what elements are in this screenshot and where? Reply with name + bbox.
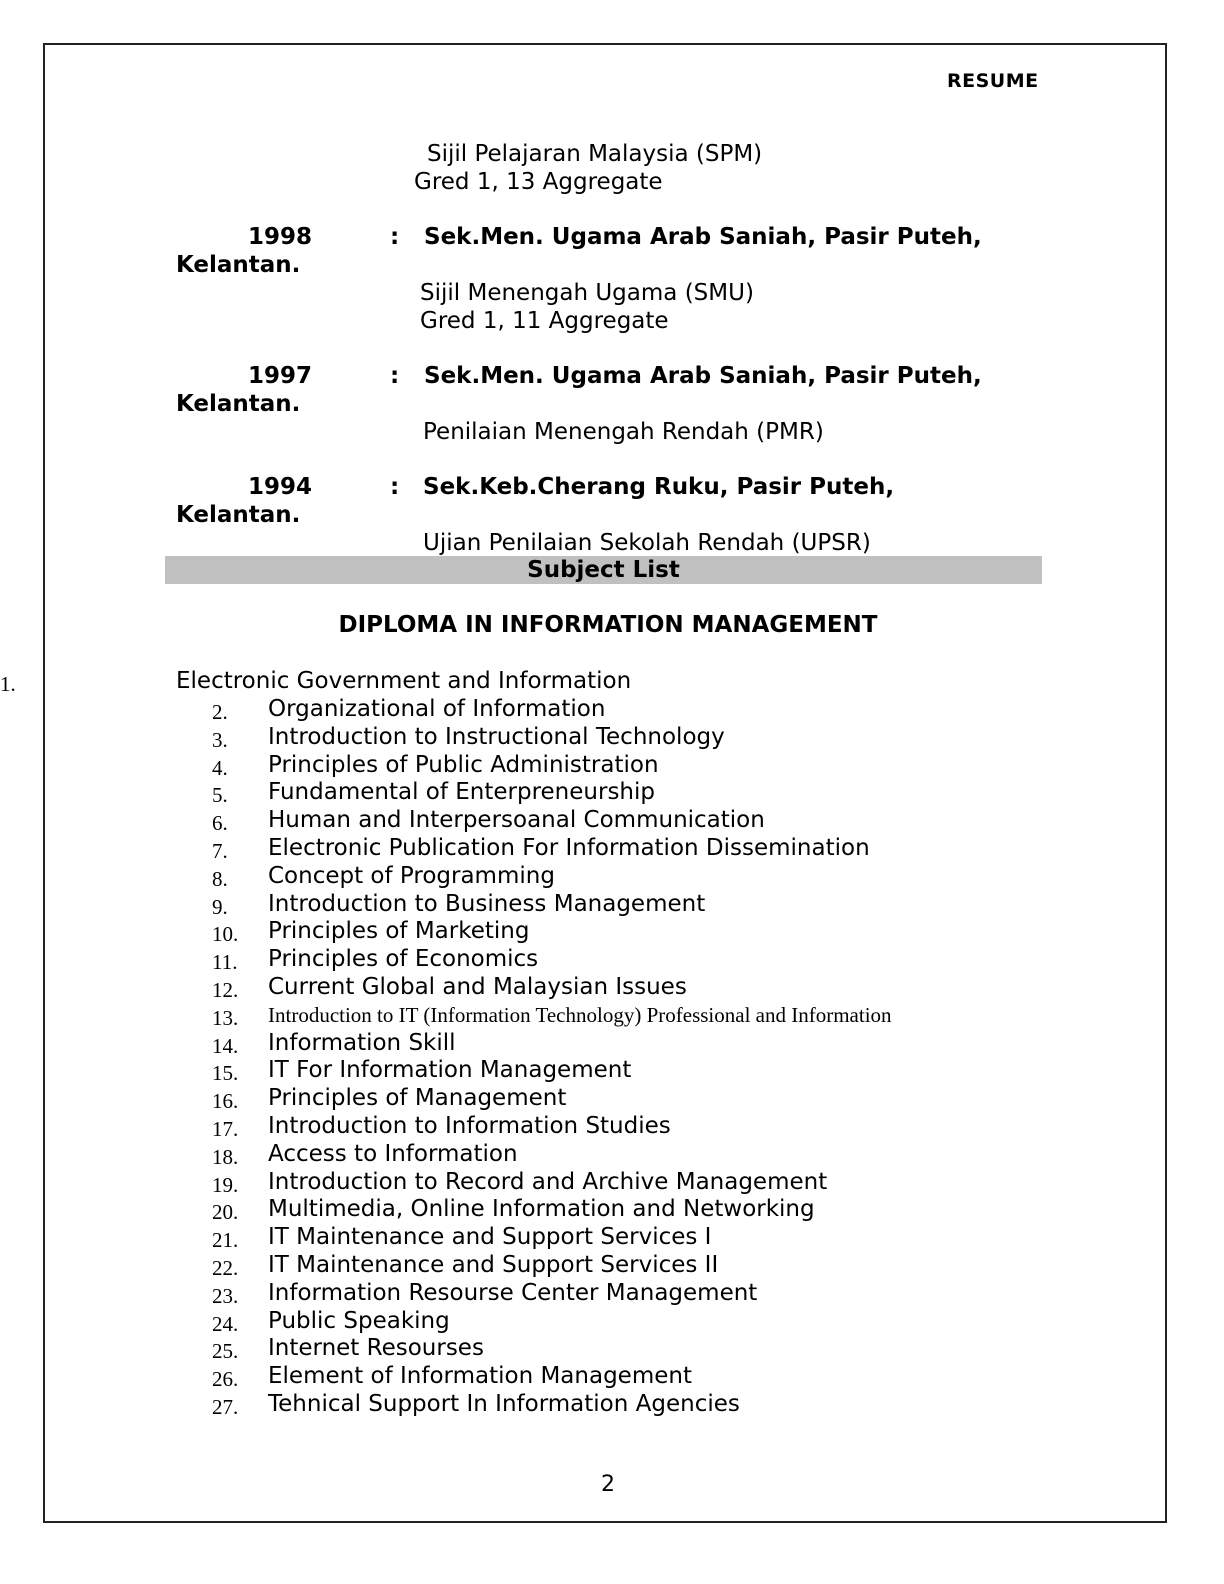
- subject-item: Electronic Publication For Information Dissemination: [268, 835, 870, 861]
- subject-number: 3.: [212, 728, 228, 752]
- subject-item: Information Skill: [268, 1030, 456, 1056]
- subject-item: Introduction to Instructional Technology: [268, 724, 725, 750]
- subject-item: IT Maintenance and Support Services I: [268, 1224, 712, 1250]
- subject-list-heading: Subject List: [165, 556, 1042, 584]
- subject-number: 4.: [212, 756, 228, 780]
- subject-number: 9.: [212, 895, 228, 919]
- subject-number: 8.: [212, 867, 228, 891]
- subject-item: Information Resourse Center Management: [268, 1280, 758, 1306]
- subject-number: 15.: [212, 1061, 239, 1085]
- page-number: 2: [601, 1472, 615, 1497]
- subject-number: 20.: [212, 1200, 239, 1224]
- edu-cert-1998: Sijil Menengah Ugama (SMU): [420, 280, 754, 306]
- program-title: DIPLOMA IN INFORMATION MANAGEMENT: [338, 612, 878, 638]
- resume-header: RESUME: [947, 70, 1039, 92]
- subject-item: Introduction to Information Studies: [268, 1113, 671, 1139]
- subject-item: Human and Interpersoanal Communication: [268, 807, 765, 833]
- edu-school-1994: Sek.Keb.Cherang Ruku, Pasir Puteh,: [423, 474, 895, 500]
- subject-item: Organizational of Information: [268, 696, 606, 722]
- subject-item: Multimedia, Online Information and Networking: [268, 1196, 815, 1222]
- subject-number: 5.: [212, 783, 228, 807]
- subject-number: 21.: [212, 1228, 239, 1252]
- subject-item: Internet Resourses: [268, 1335, 484, 1361]
- edu-colon: :: [390, 363, 400, 389]
- edu-school-1997: Sek.Men. Ugama Arab Saniah, Pasir Puteh,: [424, 363, 982, 389]
- subject-number: 10.: [212, 922, 239, 946]
- subject-item: Electronic Government and Information: [176, 668, 632, 694]
- spm-cert: Sijil Pelajaran Malaysia (SPM): [427, 141, 763, 167]
- subject-number: 17.: [212, 1117, 239, 1141]
- subject-number: 26.: [212, 1367, 239, 1391]
- subject-number: 14.: [212, 1034, 239, 1058]
- subject-number: 23.: [212, 1284, 239, 1308]
- subject-item: Fundamental of Enterpreneurship: [268, 779, 655, 805]
- subject-item: Introduction to Record and Archive Management: [268, 1169, 828, 1195]
- subject-item: Principles of Management: [268, 1085, 567, 1111]
- spm-grade: Gred 1, 13 Aggregate: [414, 169, 663, 195]
- subject-number: 24.: [212, 1312, 239, 1336]
- subject-item: Principles of Economics: [268, 946, 539, 972]
- subject-item: Principles of Public Administration: [268, 752, 659, 778]
- edu-year-1994: 1994: [248, 474, 313, 500]
- edu-grade-1998: Gred 1, 11 Aggregate: [420, 308, 669, 334]
- subject-number: 22.: [212, 1256, 239, 1280]
- subject-item: Introduction to Business Management: [268, 891, 706, 917]
- edu-state-1998: Kelantan.: [176, 252, 301, 278]
- subject-number: 6.: [212, 811, 228, 835]
- edu-year-1998: 1998: [248, 224, 313, 250]
- subject-number: 13.: [212, 1006, 239, 1030]
- subject-number: 2.: [212, 700, 228, 724]
- subject-number: 27.: [212, 1395, 239, 1419]
- edu-school-1998: Sek.Men. Ugama Arab Saniah, Pasir Puteh,: [424, 224, 982, 250]
- edu-year-1997: 1997: [248, 363, 313, 389]
- subject-item: Element of Information Management: [268, 1363, 692, 1389]
- subject-item: Current Global and Malaysian Issues: [268, 974, 687, 1000]
- subject-number: 1.: [0, 672, 16, 696]
- subject-number: 19.: [212, 1173, 239, 1197]
- subject-number: 18.: [212, 1145, 239, 1169]
- subject-item: IT Maintenance and Support Services II: [268, 1252, 719, 1278]
- subject-number: 25.: [212, 1339, 239, 1363]
- subject-item: Tehnical Support In Information Agencies: [268, 1391, 740, 1417]
- subject-item: Concept of Programming: [268, 863, 555, 889]
- subject-number: 11.: [212, 950, 238, 974]
- edu-state-1997: Kelantan.: [176, 391, 301, 417]
- subject-number: 7.: [212, 839, 228, 863]
- subject-number: 16.: [212, 1089, 239, 1113]
- subject-number: 12.: [212, 978, 239, 1002]
- edu-colon: :: [390, 474, 400, 500]
- edu-cert-1994: Ujian Penilaian Sekolah Rendah (UPSR): [423, 530, 871, 556]
- subject-item: Public Speaking: [268, 1308, 450, 1334]
- subject-item: IT For Information Management: [268, 1057, 632, 1083]
- edu-cert-1997: Penilaian Menengah Rendah (PMR): [423, 419, 824, 445]
- edu-colon: :: [390, 224, 400, 250]
- subject-item: Introduction to IT (Information Technology) Professional and Information: [268, 1003, 892, 1027]
- edu-state-1994: Kelantan.: [176, 502, 301, 528]
- subject-item: Principles of Marketing: [268, 918, 530, 944]
- subject-item: Access to Information: [268, 1141, 518, 1167]
